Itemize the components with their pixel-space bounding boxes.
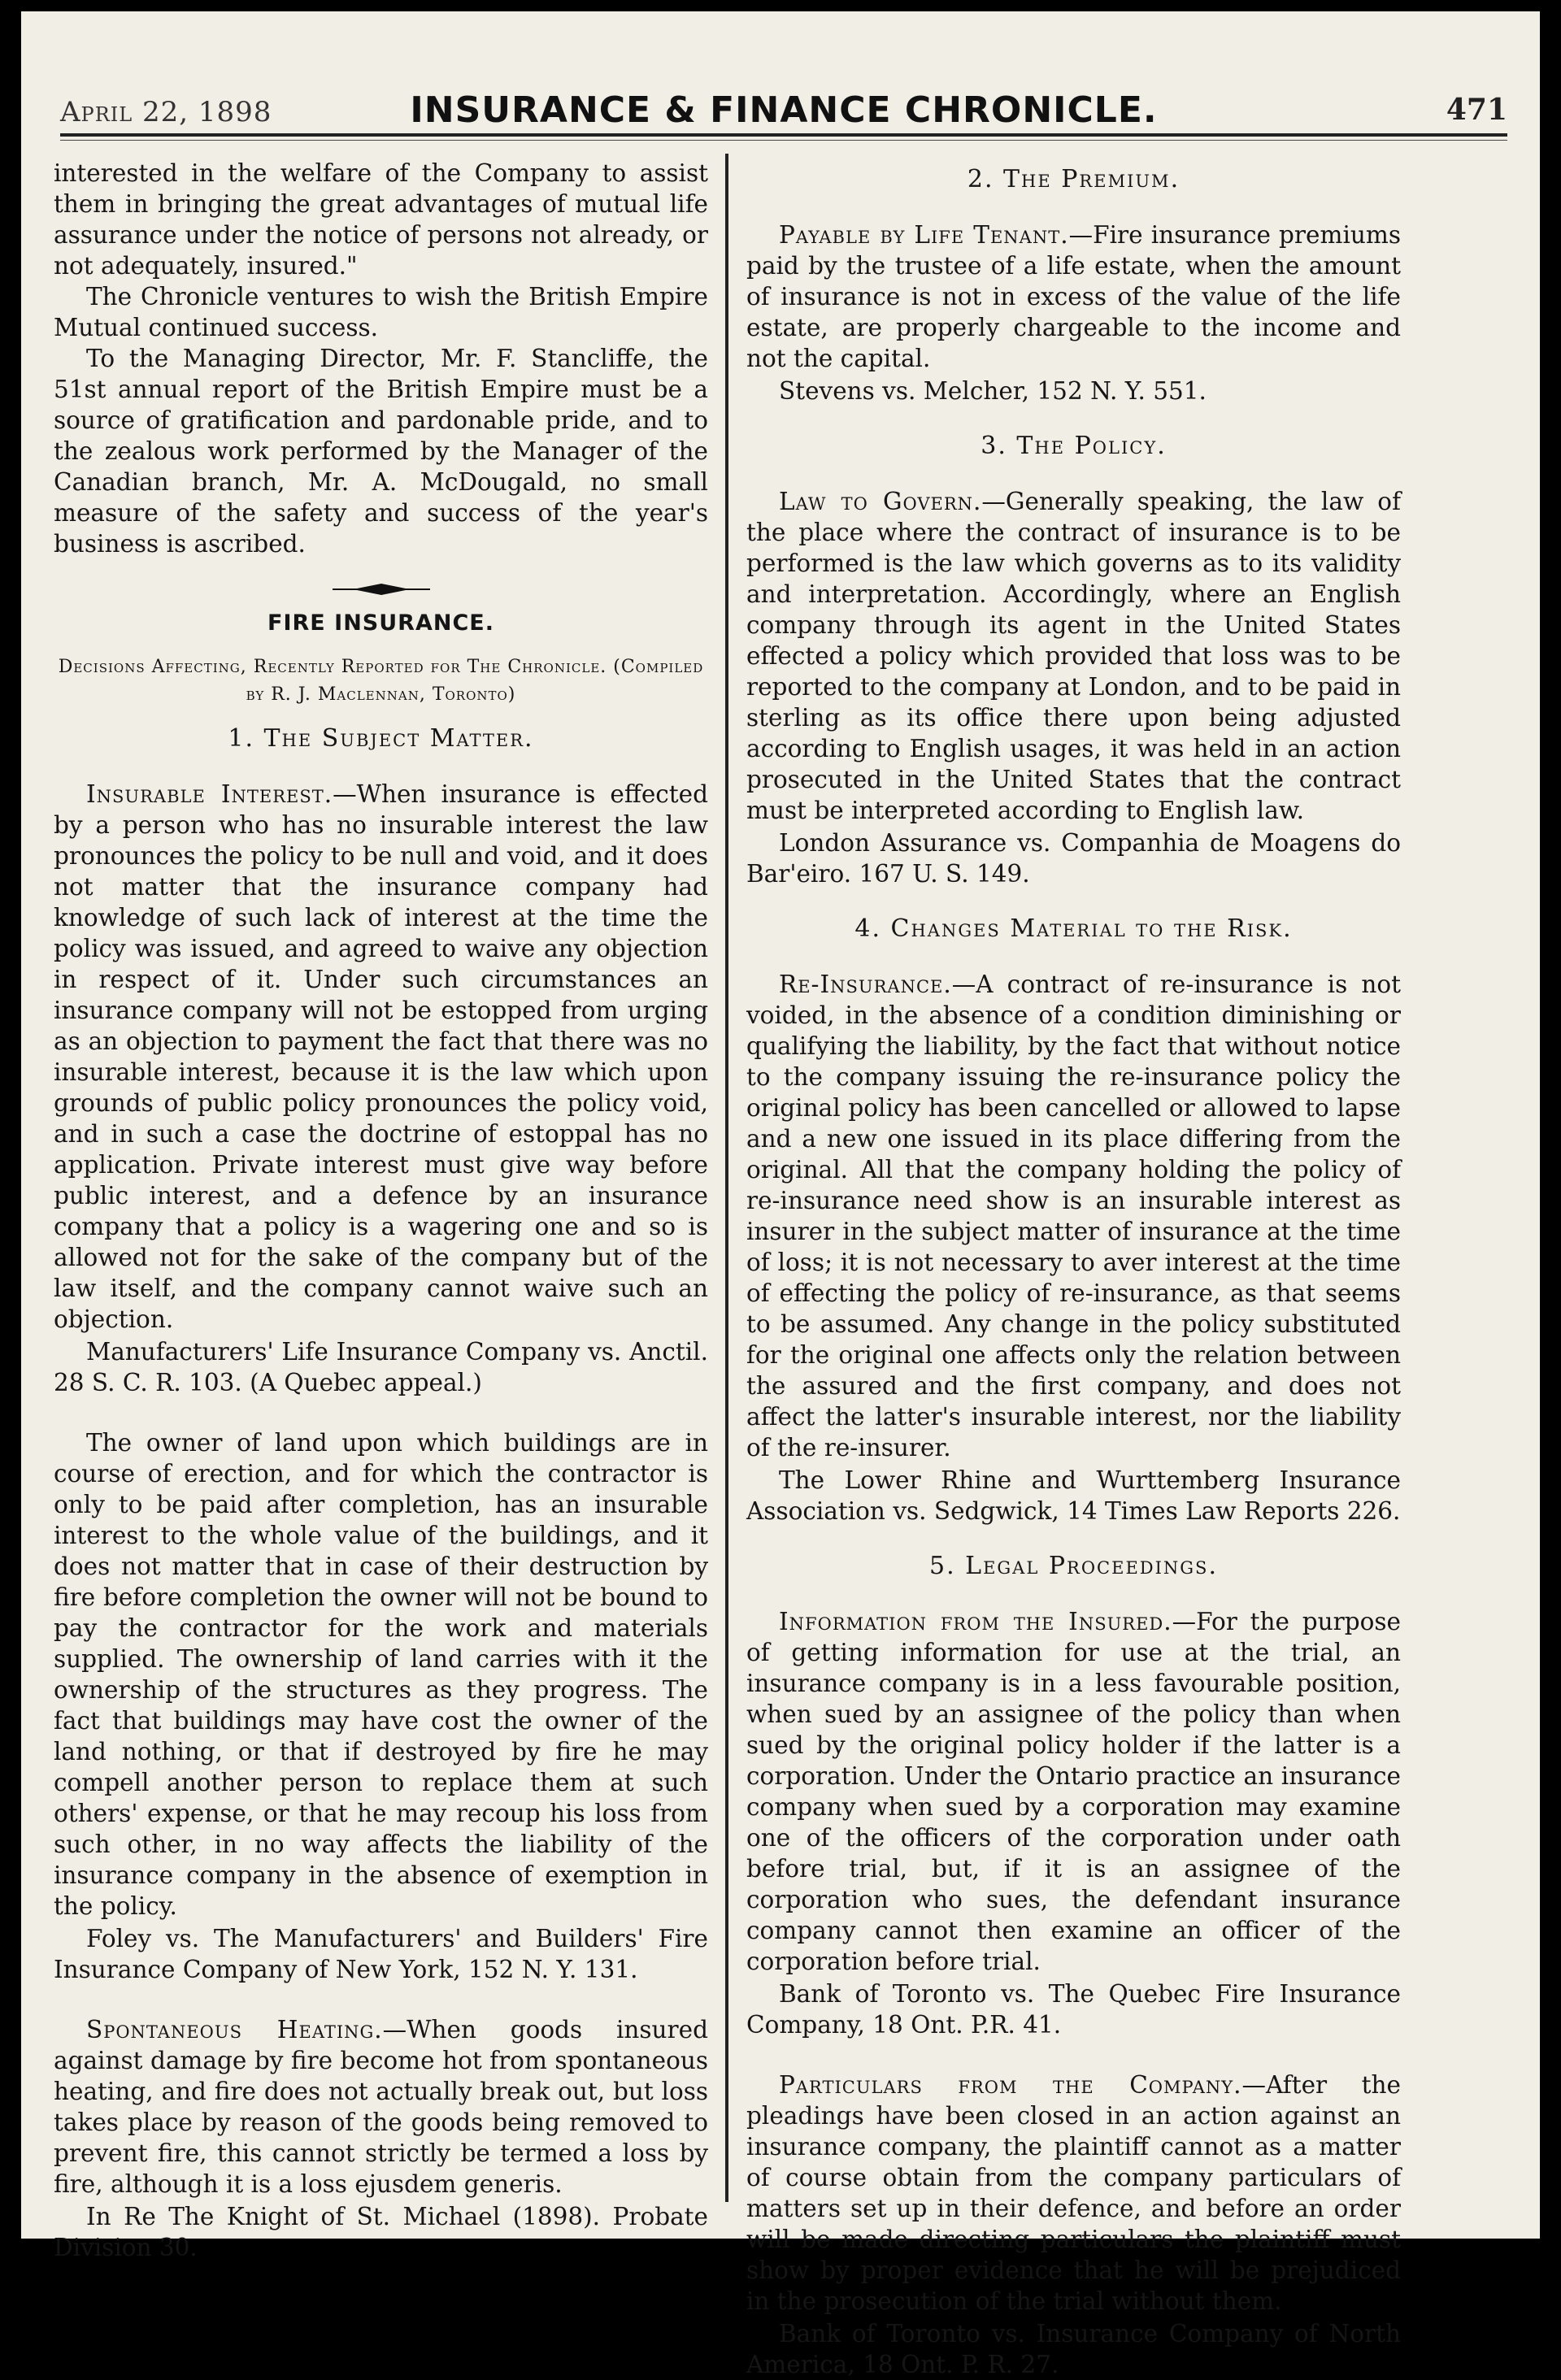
- citation-foley: Foley vs. The Manufacturers' and Builders' Fire Insurance Company of New York, 152 N. Y. 131.: [54, 1925, 708, 1983]
- payable-paragraph: [746, 219, 1401, 374]
- ornament-divider-icon: [333, 581, 430, 597]
- page-header: [60, 76, 1507, 133]
- law-to-govern-lead: Law to Govern.: [779, 488, 982, 515]
- particulars-paragraph: [746, 2069, 1401, 2317]
- citation-london-assurance: London Assurance vs. Companhia de Moagens do Bar'eiro. 167 U. S. 149.: [746, 829, 1401, 888]
- citation-anctil: Manufacturers' Life Insurance Company vs. Anctil. 28 S. C. R. 103. (A Quebec appeal.): [54, 1338, 708, 1396]
- spontaneous-heating-text: —When goods insured against damage by fire become hot from spontaneous heating, and fire does not actually break out, but loss takes place by reason of the goods being removed to prevent fire, this cannot strictly be termed a loss by fire, although it is a loss ejusdem generis.: [54, 2016, 708, 2198]
- reinsurance-lead: Re-Insurance.: [779, 971, 952, 998]
- spontaneous-heating-lead: Spontaneous Heating.: [86, 2016, 383, 2043]
- reinsurance-paragraph: [746, 969, 1401, 1463]
- right-column: [746, 158, 1401, 2380]
- section-premium: 2. The Premium.: [967, 165, 1181, 193]
- law-to-govern-text: —Generally speaking, the law of the place where the contract of insurance is to be performed is the law which governs as to its validity and interpretation. Accordingly, where an English company through its agent in the United States effected a policy which provided that loss was to be reported to the company at London, and to be paid in sterling as its office there upon being adjusted according to English usages, it was held in an action prosecuted in the United States that the contract must be interpreted according to English law.: [746, 488, 1401, 824]
- header-rule: [60, 133, 1507, 141]
- section-changes-material: 4. Changes Material to the Risk.: [854, 914, 1293, 943]
- citation-stevens: Stevens vs. Melcher, 152 N. Y. 551.: [779, 377, 1207, 405]
- fire-insurance-heading: FIRE INSURANCE.: [267, 610, 494, 636]
- section-legal-proceedings: 5. Legal Proceedings.: [929, 1552, 1218, 1580]
- payable-text: —Fire insurance premiums paid by the trustee of a life estate, when the amount of insurance is not in excess of the value of the life estate, are properly chargeable to the income and not the capital.: [746, 221, 1402, 372]
- citation-lower-rhine: The Lower Rhine and Wurttemberg Insurance Association vs. Sedgwick, 14 Times Law Reports 226.: [746, 1466, 1401, 1525]
- particulars-lead: Particulars from the Company.: [779, 2071, 1242, 2099]
- information-text: —For the purpose of getting information for use at the trial, an insurance company is in a less favourable position, when sued by an assignee of the policy than when sued by the original policy holder if the latter is a corporation. Under the Ontario practice an insurance company when sued by a corporation may examine one of the officers of the corporation under oath before trial, but, if it is an assignee of the corporation who sues, the defendant insurance company cannot then examine an officer of the corporation before trial.: [746, 1608, 1402, 1975]
- decisions-subheading: Decisions Affecting, Recently Reported for The Chronicle. (Compiled by R. J. Maclennan, Toronto): [58, 657, 704, 705]
- citation-knight: In Re The Knight of St. Michael (1898). Probate Division 30.: [54, 2203, 708, 2261]
- information-paragraph: [746, 1606, 1401, 1977]
- reinsurance-text: —A contract of re-insurance is not voided, in the absence of a condition diminishing or qualifying the liability, by the fact that without notice to the company issuing the re-insurance policy the original policy has been cancelled or allowed to lapse and a new one issued in its place differing from the original. All that the company holding the policy of re-insurance need show is an insurable interest as insurer in the subject matter of insurance at the time of loss; it is not necessary to aver interest at the time of effecting the policy of re-insurance, as that seems to be assumed. Any change in the policy substituted for the original one affects only the relation between the assured and the first company, and does not affect the latter's insurable interest, nor the liability of the re-insurer.: [746, 971, 1401, 1461]
- insurable-interest-lead: Insurable Interest.: [86, 780, 333, 808]
- left-column: [54, 158, 708, 2263]
- column-divider: [725, 154, 728, 2202]
- intro-paragraph-3: To the Managing Director, Mr. F. Stancliffe, the 51st annual report of the British Empire must be a source of gratification and pardonable pride, and to the zealous work performed by the Manager of the Canadian branch, Mr. A. McDougald, no small measure of the safety and success of the year's business is ascribed.: [54, 345, 708, 558]
- intro-paragraph-1: interested in the welfare of the Company to assist them in bringing the great advantages of mutual life assurance under the notice of persons not already, or not adequately, insured.": [54, 159, 708, 280]
- section-policy: 3. The Policy.: [981, 432, 1167, 460]
- publication-title: INSURANCE & FINANCE CHRONICLE.: [410, 89, 1158, 131]
- information-lead: Information from the Insured.: [779, 1608, 1172, 1635]
- page-number: 471: [1446, 93, 1507, 127]
- intro-paragraph-2: The Chronicle ventures to wish the British Empire Mutual continued success.: [54, 283, 708, 341]
- paragraph-gap: [54, 1985, 708, 2014]
- particulars-text: —After the pleadings have been closed in an action against an insurance company, the plaintiff cannot as a matter of course obtain from the company particulars of matters set up in their defence, and before an order will be made directing particulars the plaintiff must show by proper evidence that he will be prejudiced in the prosecution of the trial without them.: [746, 2071, 1401, 2315]
- section-ornament: [54, 574, 708, 590]
- insurable-interest-text: —When insurance is effected by a person who has no insurable interest the law pronounces the policy to be null and void, and it does not matter that the insurance company had knowledge of such lack of interest at the time the policy was issued, and agreed to waive any objection in respect of it. Under such circumstances an insurance company will not be estopped from urging as an objection to payment the fact that there was no insurable interest, because it is the law which upon grounds of public policy pronounces the policy void, and in such a case the doctrine of estoppal has no application. Private interest must give way before public interest, and a defence by an insurance company that a policy is a wagering one and so is allowed not for the sake of the company but of the law itself, and the company cannot waive such an objection.: [54, 780, 708, 1333]
- paragraph-gap: [54, 1398, 708, 1427]
- owner-of-land-paragraph: The owner of land upon which buildings are in course of erection, and for which the contractor is only to be paid after completion, has an insurable interest to the whole value of the buildings, and it does not matter that in case of their destruction by fire before completion the owner will not be bound to pay the contractor for the work and materials supplied. The ownership of land carries with it the ownership of the structures as they progress. The fact that buildings may have cost the owner of the land nothing, or that if destroyed by fire he may compell another person to replace them at such others' expense, or that he may recoup his loss from such other, in no way affects the liability of the insurance company in the absence of exemption in the policy.: [54, 1429, 708, 1920]
- paragraph-gap: [746, 2040, 1401, 2069]
- citation-quebec-fire: Bank of Toronto vs. The Quebec Fire Insurance Company, 18 Ont. P.R. 41.: [746, 1980, 1401, 2039]
- insurable-interest-paragraph: [54, 779, 708, 1335]
- spontaneous-heating-paragraph: [54, 2014, 708, 2200]
- section-subject-matter: 1. The Subject Matter.: [228, 724, 534, 753]
- payable-lead: Payable by Life Tenant.: [779, 221, 1069, 249]
- newspaper-page: [21, 11, 1540, 2378]
- citation-north-america: Bank of Toronto vs. Insurance Company of North America, 18 Ont. P. R. 27.: [746, 2320, 1401, 2378]
- law-to-govern-paragraph: [746, 486, 1401, 826]
- issue-date: April 22, 1898: [60, 96, 272, 128]
